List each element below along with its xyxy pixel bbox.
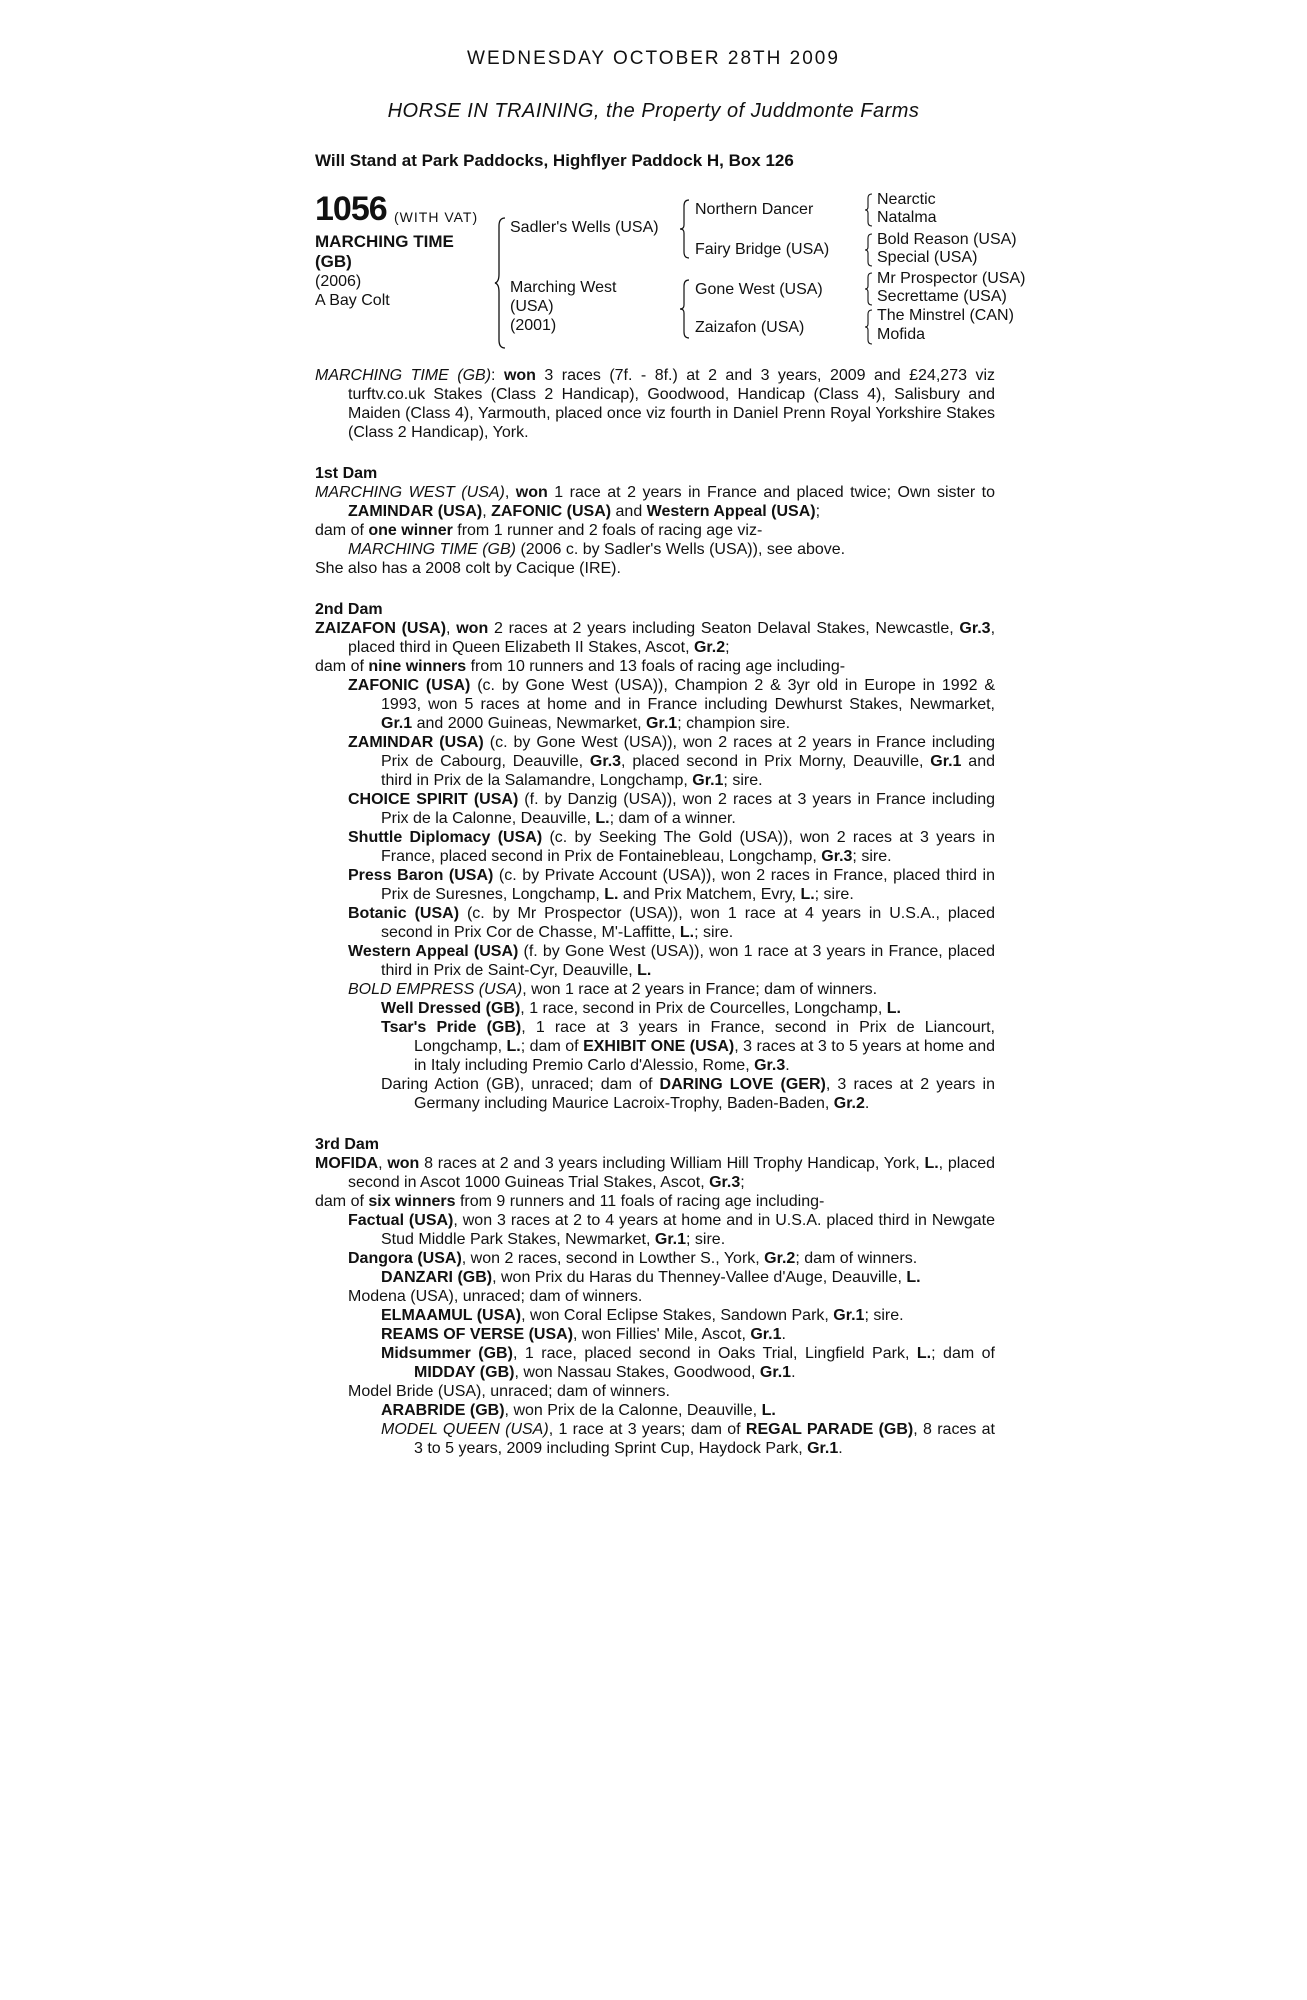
third-dam-name: MOFIDA	[315, 1155, 379, 1172]
second-dam-produce	[315, 657, 995, 676]
progeny-bold: L.	[886, 1000, 901, 1017]
progeny-bold: L.	[906, 1269, 921, 1286]
progeny-name: Factual (USA)	[348, 1212, 454, 1229]
progeny-italic: MODEL QUEEN (USA)	[381, 1421, 549, 1438]
pedigree-ss-dam: Natalma	[877, 209, 937, 226]
race-record-won: won	[503, 367, 536, 384]
pedigree-sire: Sadler's Wells (USA)	[510, 219, 659, 236]
progeny-text: ; sire.	[852, 848, 892, 865]
second-dam-from: from 10 runners and 13 foals of racing age including-	[466, 658, 846, 675]
progeny-bold: L.	[595, 810, 610, 827]
progeny-text: , 3 races at 2 years in Germany including Maurice Lacroix-Trophy, Baden-Baden,	[414, 1076, 996, 1112]
progeny-text: and Prix Matchem, Evry,	[618, 886, 801, 903]
pedigree-ss-sire: Nearctic	[877, 191, 936, 208]
progeny-bold: Gr.2	[833, 1095, 865, 1112]
progeny-bold: Gr.1	[930, 753, 962, 770]
first-dam-produce	[315, 521, 995, 540]
pedigree-sd-dam: Special (USA)	[877, 249, 978, 266]
progeny-bold: Gr.1	[807, 1440, 839, 1457]
progeny-text: , 1 race at 3 years; dam of	[548, 1421, 746, 1438]
progeny-text: (c. by Private Account (USA)), won 2 races in France, placed third in Prix de Suresnes, Longchamp,	[381, 867, 995, 903]
horse-name-line2: (GB)	[315, 252, 352, 271]
progeny-name: Well Dressed (GB)	[381, 1000, 521, 1017]
third-dam-text1: 8 races at 2 and 3 years including William Hill Trophy Handicap, York,	[419, 1155, 925, 1172]
progeny-entry	[381, 1420, 995, 1458]
second-dam-text1: 2 races at 2 years including Seaton Delaval Stakes, Newcastle,	[488, 620, 960, 637]
third-dam-from: from 9 runners and 11 foals of racing age including-	[455, 1193, 825, 1210]
pedigree-brace-sd	[865, 234, 873, 266]
progeny-text: , 1 race, placed second in Oaks Trial, Lingfield Park,	[512, 1345, 917, 1362]
progeny-bold: L.	[679, 924, 695, 941]
first-dam-and: and	[611, 503, 647, 520]
progeny-entry	[348, 828, 995, 866]
progeny-entry	[381, 1325, 995, 1344]
third-dam-gr3: Gr.3	[709, 1174, 741, 1191]
third-dam-progeny-list	[315, 1211, 995, 1458]
progeny-text: ; champion sire.	[677, 715, 791, 732]
lot-number: 1056	[315, 190, 387, 228]
first-dam-damof: dam of	[315, 522, 369, 539]
progeny-text: , won Nassau Stakes, Goodwood,	[514, 1364, 760, 1381]
race-record: MARCHING TIME (GB): won 3 races (7f. - 8f.) at 2 and 3 years, 2009 and £24,273 viz turftv.co.uk Stakes (Class 2 Handicap), Goodwood, Handicap (Class 4), Salisbury and Maiden (Class 4), Yarmouth, placed once viz fourth in Daniel Prenn Royal Yorkshire Stakes (Class 2 Handicap), York.	[315, 367, 996, 441]
progeny-text: (f. by Gone West (USA)), won 1 race at 3 years in France, placed third in Prix de Saint-Cyr, Deauville,	[381, 943, 995, 979]
horse-description: A Bay Colt	[315, 292, 390, 309]
pedigree-sire-sire: Northern Dancer	[695, 201, 814, 218]
third-dam-heading: 3rd Dam	[315, 1136, 380, 1153]
first-dam-heading: 1st Dam	[315, 465, 378, 482]
progeny-text: and 2000 Guineas, Newmarket,	[412, 715, 647, 732]
progeny-bold: EXHIBIT ONE (USA)	[583, 1038, 735, 1055]
progeny-text: .	[785, 1057, 790, 1074]
progeny-entry	[348, 790, 995, 828]
progeny-entry	[381, 1268, 995, 1287]
first-dam-record: MARCHING WEST (USA), won 1 race at 2 years in France and placed twice; Own sister to ZAMINDAR (USA), ZAFONIC (USA) and Western Appeal (USA);	[315, 484, 995, 520]
progeny-text: Daring Action (GB), unraced; dam of	[381, 1076, 660, 1093]
second-dam-text3: ;	[725, 639, 730, 656]
second-dam-text2: , placed third in Queen Elizabeth II Stakes, Ascot,	[348, 620, 996, 656]
first-dam-progeny-name: MARCHING TIME (GB)	[348, 541, 516, 558]
progeny-bold: Gr.1	[654, 1231, 687, 1248]
pedigree-sire-dam: Fairy Bridge (USA)	[695, 241, 830, 258]
pedigree-dam-sire: Gone West (USA)	[695, 281, 823, 298]
progeny-name: REAMS OF VERSE (USA)	[381, 1326, 574, 1343]
progeny-bold: Gr.3	[821, 848, 853, 865]
progeny-bold: Gr.3	[589, 753, 622, 770]
third-dam-produce	[315, 1192, 995, 1211]
bold-empress-progeny-list	[315, 999, 995, 1113]
pedigree-dd-dam: Mofida	[877, 326, 926, 343]
pedigree-brace-dam	[680, 280, 690, 338]
second-dam-damof: dam of	[315, 658, 369, 675]
horse-name-line1: MARCHING TIME	[315, 232, 454, 251]
progeny-text: ; sire.	[723, 772, 763, 789]
progeny-bold: L.	[637, 962, 652, 979]
progeny-text: , 1 race at 3 years in France, second in Prix de Liancourt, Longchamp,	[414, 1019, 995, 1055]
pedigree-dam-line2: (USA)	[510, 298, 554, 315]
pedigree-dd-sire: The Minstrel (CAN)	[877, 307, 1014, 324]
progeny-text: , won 3 races at 2 to 4 years at home and in U.S.A. placed third in Newgate Stud Middle Park Stakes, Newmarket,	[381, 1212, 995, 1248]
progeny-bold: L.	[604, 886, 619, 903]
first-dam-sibling-zafonic: ZAFONIC (USA)	[491, 503, 612, 520]
first-dam-progeny-text: (2006 c. by Sadler's Wells (USA)), see above.	[516, 541, 846, 558]
horse-details	[315, 272, 390, 310]
second-dam-gr2: Gr.2	[693, 639, 726, 656]
race-record-text: 3 races (7f. - 8f.) at 2 and 3 years, 2009 and £24,273 viz turftv.co.uk Stakes (Class 2 Handicap), Goodwood, Handicap (Class 4), Salisbury and Maiden (Class 4), Yarmouth, placed once viz fourth in Daniel Prenn Royal Yorkshire Stakes (Class 2 Handicap), York.	[348, 367, 996, 441]
progeny-text: Model Bride (USA), unraced; dam of winners.	[348, 1383, 670, 1400]
second-dam-heading: 2nd Dam	[315, 601, 383, 618]
progeny-name: Tsar's Pride (GB)	[381, 1019, 522, 1036]
progeny-bold: REGAL PARADE (GB)	[745, 1421, 914, 1438]
pedigree-dam-dam: Zaizafon (USA)	[695, 319, 805, 336]
pedigree-dam	[510, 278, 616, 335]
third-dam-listed: L.	[924, 1155, 939, 1172]
progeny-entry	[381, 1018, 995, 1075]
progeny-bold: Gr.1	[381, 715, 413, 732]
third-dam-text3: ;	[740, 1174, 745, 1191]
progeny-bold: MIDDAY (GB)	[414, 1364, 515, 1381]
progeny-text: Modena (USA), unraced; dam of winners.	[348, 1288, 643, 1305]
pedigree-body	[315, 366, 995, 1458]
progeny-text: .	[781, 1326, 786, 1343]
progeny-bold: L.	[916, 1345, 932, 1362]
progeny-text: , won Coral Eclipse Stakes, Sandown Park,	[521, 1307, 834, 1324]
third-dam-damof: dam of	[315, 1193, 369, 1210]
progeny-entry	[381, 1306, 995, 1325]
progeny-name: ELMAAMUL (USA)	[381, 1307, 522, 1324]
progeny-text: ; sire.	[814, 886, 854, 903]
progeny-entry	[381, 999, 995, 1018]
pedigree-sd-sire: Bold Reason (USA)	[877, 231, 1017, 248]
progeny-entry	[348, 942, 995, 980]
progeny-bold: Gr.1	[759, 1364, 792, 1381]
progeny-text: .	[864, 1095, 870, 1112]
second-dam-won: won	[456, 620, 489, 637]
progeny-name: Press Baron (USA)	[348, 867, 494, 884]
pedigree-brace-dd	[865, 310, 873, 344]
pedigree-ds-dam: Secrettame (USA)	[877, 288, 1007, 305]
first-dam-text: 1 race at 2 years in France and placed twice; Own sister to	[547, 484, 995, 501]
pedigree-dam-line1: Marching West	[510, 279, 617, 296]
pedigree-block	[315, 190, 1055, 350]
pedigree-brace-ss	[865, 194, 873, 226]
progeny-text: , won 2 races, second in Lowther S., York,	[461, 1250, 765, 1267]
progeny-entry	[348, 1382, 995, 1401]
third-dam-text2: , placed second in Ascot 1000 Guineas Trial Stakes, Ascot,	[348, 1155, 996, 1191]
first-dam-sibling-western: Western Appeal (USA)	[646, 503, 816, 520]
second-dam-winners: nine winners	[368, 658, 467, 675]
progeny-entry	[348, 733, 995, 790]
progeny-text: , won Prix du Haras du Thenney-Vallee d'Auge, Deauville,	[492, 1269, 907, 1286]
progeny-text: ; sire.	[686, 1231, 726, 1248]
progeny-text: (c. by Gone West (USA)), Champion 2 & 3yr old in Europe in 1992 & 1993, won 5 races at home and in France including Dewhurst Stakes, Newmarket,	[381, 677, 995, 713]
progeny-text: ; sire.	[694, 924, 734, 941]
third-dam-winners: six winners	[368, 1193, 456, 1210]
progeny-bold: L.	[506, 1038, 521, 1055]
progeny-text: ; dam of a winner.	[609, 810, 736, 827]
progeny-bold: Gr.1	[750, 1326, 782, 1343]
progeny-text: , won Prix de la Calonne, Deauville,	[504, 1402, 762, 1419]
progeny-text: .	[838, 1440, 843, 1457]
second-dam-gr3: Gr.3	[959, 620, 991, 637]
third-dam-won: won	[387, 1155, 420, 1172]
first-dam-from: from 1 runner and 2 foals of racing age viz-	[452, 522, 763, 539]
pedigree-ds-sire: Mr Prospector (USA)	[877, 270, 1026, 287]
lot-vat: (WITH VAT)	[394, 209, 479, 225]
first-dam-semi: ;	[815, 503, 821, 520]
progeny-entry	[348, 676, 995, 733]
progeny-text: , placed second in Prix Morny, Deauville,	[621, 753, 931, 770]
progeny-bold: Gr.3	[754, 1057, 786, 1074]
progeny-text: (c. by Mr Prospector (USA)), won 1 race at 4 years in U.S.A., placed second in Prix Cor de Chasse, M'-Laffitte,	[381, 905, 996, 941]
first-dam-also: She also has a 2008 colt by Cacique (IRE).	[315, 560, 621, 577]
pedigree-brace-ds	[865, 273, 873, 305]
first-dam-progeny	[348, 540, 995, 559]
progeny-bold: DARING LOVE (GER)	[659, 1076, 826, 1093]
progeny-name: DANZARI (GB)	[381, 1269, 493, 1286]
first-dam-won: won	[515, 484, 548, 501]
progeny-entry	[348, 866, 995, 904]
progeny-bold: Gr.2	[764, 1250, 796, 1267]
progeny-entry	[348, 1249, 995, 1268]
horse-year: (2006)	[315, 273, 362, 290]
progeny-name: Botanic (USA)	[348, 905, 460, 922]
bold-empress-name: BOLD EMPRESS (USA)	[348, 981, 523, 998]
first-dam-sibling-zamindar: ZAMINDAR (USA)	[348, 503, 483, 520]
sale-subtitle: HORSE IN TRAINING, the Property of Juddmonte Farms	[387, 100, 920, 122]
first-dam-comma: ,	[482, 503, 492, 520]
progeny-text: , 1 race, second in Prix de Courcelles, Longchamp,	[520, 1000, 887, 1017]
progeny-name: Dangora (USA)	[348, 1250, 462, 1267]
progeny-text: ; dam of	[931, 1345, 995, 1362]
bold-empress	[348, 980, 995, 999]
progeny-name: Western Appeal (USA)	[348, 943, 519, 960]
progeny-text: , 8 races at 3 to 5 years, 2009 including Sprint Cup, Haydock Park,	[414, 1421, 996, 1457]
progeny-entry	[348, 1287, 995, 1306]
progeny-bold: L.	[800, 886, 815, 903]
second-dam-name: ZAIZAFON (USA)	[315, 620, 447, 637]
progeny-text: ; dam of winners.	[795, 1250, 918, 1267]
second-dam-record: ZAIZAFON (USA), won 2 races at 2 years including Seaton Delaval Stakes, Newcastle, Gr.3, placed third in Queen Elizabeth II Stakes, Ascot, Gr.2;	[315, 620, 996, 656]
pedigree-brace-main	[495, 218, 507, 348]
stand-location: Will Stand at Park Paddocks, Highflyer Paddock H, Box 126	[315, 151, 794, 170]
sale-date: WEDNESDAY OCTOBER 28TH 2009	[467, 48, 840, 69]
pedigree-brace-sire	[680, 200, 690, 258]
progeny-entry	[381, 1344, 995, 1382]
progeny-text: and third in Prix de la Salamandre, Longchamp,	[381, 753, 996, 789]
progeny-name: ZAMINDAR (USA)	[348, 734, 484, 751]
progeny-bold: Gr.1	[646, 715, 678, 732]
progeny-name: ARABRIDE (GB)	[381, 1402, 505, 1419]
progeny-entry	[381, 1401, 995, 1420]
progeny-entry	[348, 1211, 995, 1249]
horse-name	[315, 232, 485, 272]
progeny-text: (c. by Gone West (USA)), won 2 races at 2 years in France including Prix de Cabourg, Deauville,	[381, 734, 995, 770]
pedigree-dam-line3: (2001)	[510, 317, 557, 334]
progeny-text: , 3 races at 3 to 5 years at home and in Italy including Premio Carlo d'Alessio, Rome,	[414, 1038, 995, 1074]
third-dam-record: MOFIDA, won 8 races at 2 and 3 years including William Hill Trophy Handicap, York, L., placed second in Ascot 1000 Guineas Trial Stakes, Ascot, Gr.3;	[315, 1155, 996, 1191]
progeny-name: Midsummer (GB)	[381, 1345, 513, 1362]
progeny-name: Shuttle Diplomacy (USA)	[348, 829, 543, 846]
progeny-text: ; dam of	[520, 1038, 584, 1055]
progeny-text: , won Fillies' Mile, Ascot,	[573, 1326, 751, 1343]
first-dam-name: MARCHING WEST (USA)	[315, 484, 505, 501]
progeny-entry	[348, 904, 995, 942]
progeny-bold: Gr.1	[692, 772, 724, 789]
progeny-text: ; sire.	[864, 1307, 904, 1324]
first-dam-winners: one winner	[368, 522, 453, 539]
progeny-bold: Gr.1	[833, 1307, 865, 1324]
progeny-bold: L.	[761, 1402, 776, 1419]
race-record-name: MARCHING TIME (GB)	[315, 367, 492, 384]
progeny-entry	[381, 1075, 995, 1113]
second-dam-progeny-list	[315, 676, 995, 980]
progeny-text: (c. by Seeking The Gold (USA)), won 2 races at 3 years in France, placed second in Prix de Fontainebleau, Longchamp,	[381, 829, 995, 865]
progeny-text: (f. by Danzig (USA)), won 2 races at 3 years in France including Prix de la Calonne, Deauville,	[381, 791, 995, 827]
progeny-name: CHOICE SPIRIT (USA)	[348, 791, 519, 808]
progeny-text: .	[791, 1364, 796, 1381]
progeny-name: ZAFONIC (USA)	[348, 677, 471, 694]
bold-empress-text: , won 1 race at 2 years in France; dam of winners.	[522, 981, 878, 998]
